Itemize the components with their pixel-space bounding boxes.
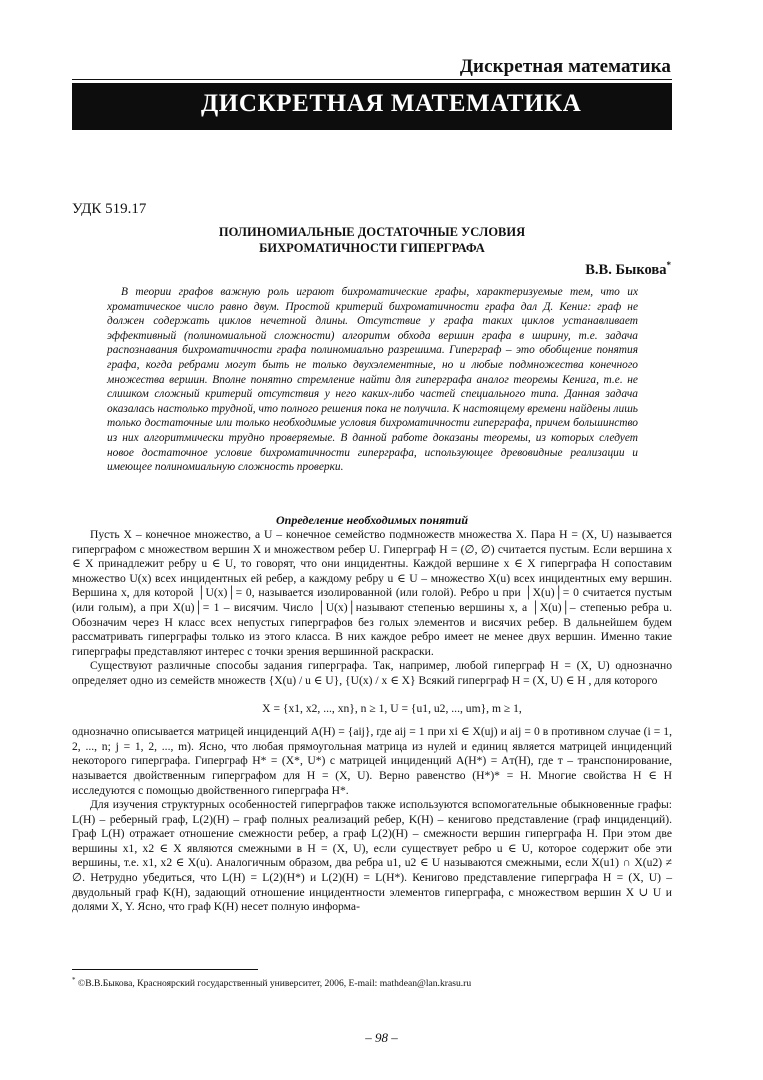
section-heading: Определение необходимых понятий	[276, 513, 468, 527]
article-title-line-1: ПОЛИНОМИАЛЬНЫЕ ДОСТАТОЧНЫЕ УСЛОВИЯ	[218, 225, 526, 239]
article-title-line-2: БИХРОМАТИЧНОСТИ ГИПЕРГРАФА	[259, 241, 485, 255]
paragraph-1: Пусть X – конечное множество, а U – конечное семейство подмножеств множества X. Пара H = (X, U) называется гиперграфом с множеством вершин X и множеством ребер U. Гиперграф H = (∅, ∅) считается пустым. Если вершина x ∈ X принадлежит ребру u ∈ U, то говорят, что они инцидентны. Каждой вершине x ∈ X гиперграфа H сопоставим множество U(x) всех инцидентных ей ребер, а каждому ребру u ∈ U – множество X(u) всех инцидентных ему вершин. Вершина x, для которой │U(x)│= 0, называется изолированной (или голой). Ребро u при │X(u)│= 0 считается пустым (или голым), а при X(u)│= 1 – висячим. Число │U(x)│называют степенью вершины x, а │X(u)│– степенью ребра u. Обозначим через H класс всех непустых гиперграфов без голых элементов и висячих ребер. В дальнейшем будем рассматривать гиперграфы только из этого класса. В них каждое ребро имеет не менее двух вершин. Именно такие гиперграфы представляют интерес с точки зрения вершинной раскраски.	[72, 528, 672, 658]
section-banner-text: ДИСКРЕТНАЯ МАТЕМАТИКА	[201, 90, 582, 117]
page-number: – 98 –	[365, 1030, 398, 1045]
header-rule	[72, 79, 672, 80]
footnote	[72, 976, 471, 989]
paragraph-3: однозначно описывается матрицей инциденций A(H) = {aij}, где aij = 1 при xi ∈ X(uj) и aij = 0 в противном случае (i = 1, 2, ..., n; j = 1, 2, ..., m). Ясно, что любая прямоугольная матрица из нулей и единиц является матрицей инциденций некоторого гиперграфа. Гиперграф H* = (X*, U*) с матрицей инциденций A(H*) = Aт(H), где т – транспонирование, называется двойственным гиперграфом для H = (X, U). Верно равенство (H*)* = H. Многие свойства H ∈ H исследуются с помощью двойственного гиперграфа H*.	[72, 725, 672, 797]
author	[585, 260, 671, 279]
author-name: В.В. Быкова	[585, 261, 667, 278]
udk-code: УДК 519.17	[72, 201, 147, 217]
formula-sets: X = {x1, x2, ..., xn}, n ≥ 1, U = {u1, u2, ..., um}, m ≥ 1,	[262, 701, 522, 715]
abstract	[107, 285, 638, 475]
running-head: Дискретная математика	[459, 56, 671, 77]
paragraph-2: Существуют различные способы задания гиперграфа. Так, например, любой гиперграф H = (X, U) однозначно определяет одно из семейств множеств {X(u) / u ∈ U}, {U(x) / x ∈ X} Всякий гиперграф H = (X, U) ∈ H , для которого	[72, 659, 672, 687]
footnote-text: ©В.В.Быкова, Красноярский государственный университет, 2006, E-mail: mathdean@lan.krasu.ru	[77, 978, 472, 990]
body-text	[72, 528, 672, 915]
abstract-text: В теории графов важную роль играют бихроматические графы, характеризуемые тем, что их хроматическое число равно двум. Простой критерий бихроматичности графа дал Д. Кениг: граф не должен содержать циклов нечетной длины. Отсутствие у графа таких циклов устанавливает эффективный (полиномиальной сложности) алгоритм обхода вершин графа в ширину, т.е. задача распознавания бихроматичности графа полиномиально разрешима. Гиперграф – это обобщение понятия графа, когда ребрами могут быть не только двухэлементные, но и любые подмножества конечного множества вершин. Вполне понятно стремление найти для гиперграфа аналог теоремы Кенига, т.е. не слишком сложный критерий отсутствия у него каких-либо частей специального типа. Данная задача оказалась настолько трудной, что полного решения пока не получила. К настоящему времени найдены лишь только достаточные или только необходимые условия бихроматичности гиперграфа, причем большинство из них алгоритмически трудно проверяемые. В данной работе доказаны теоремы, из которых следует новое достаточное условие бихроматичности гиперграфа, использующее древовидные реализации и имеющее полиномиальную сложность проверки.	[107, 286, 638, 474]
footnote-rule	[72, 969, 258, 970]
author-footnote-mark: *	[666, 260, 671, 270]
section-banner	[72, 83, 672, 130]
paragraph-4: Для изучения структурных особенностей гиперграфов также используются вспомогательные обыкновенные графы: L(H) – реберный граф, L(2)(H) – граф полных реализаций ребер, K(H) – кенигово представление (граф инциденций). Граф L(H) отражает отношение смежности ребер, а граф L(2)(H) – смежности вершин гиперграфа H. При этом две вершины x1, x2 ∈ X являются смежными в H = (X, U), если существует ребро u ∈ U, которое содержит обе эти вершины, т.е. x1, x2 ∈ X(u). Аналогичным образом, два ребра u1, u2 ∈ U называются смежными, если X(u1) ∩ X(u2) ≠ ∅. Нетрудно убедиться, что L(H) = L(2)(H*) и L(2)(H) = L(H*). Кенигово представление гиперграфа H = (X, U) – двудольный граф K(H), задающий отношение инцидентности элементов гиперграфа, с множеством вершин X ∪ U и долями X, Y. Ясно, что граф K(H) несет полную информа-	[72, 798, 672, 914]
footnote-mark: *	[72, 976, 76, 984]
article-title	[72, 224, 672, 256]
